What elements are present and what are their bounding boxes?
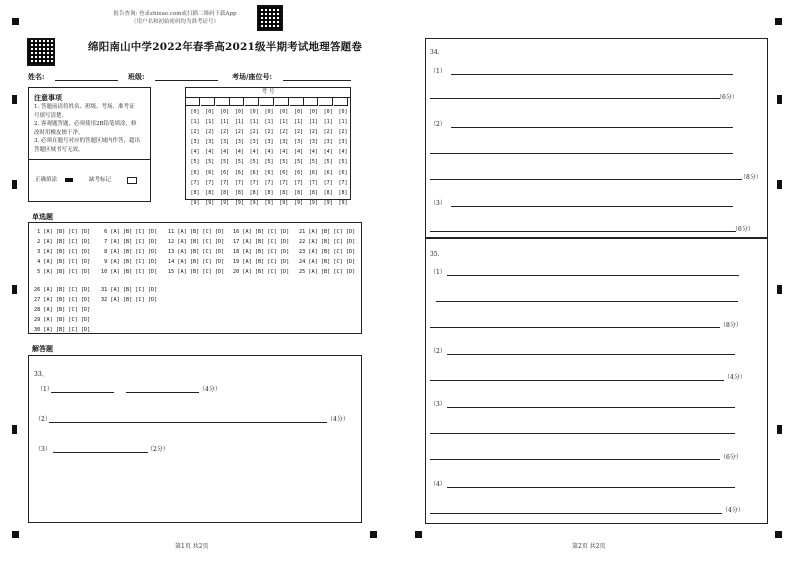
exam-digit-write-box[interactable] bbox=[334, 97, 348, 106]
exam-digit-bubble[interactable]: [8] bbox=[338, 189, 348, 196]
q33-part2-answer-line[interactable] bbox=[49, 422, 327, 423]
timing-mark bbox=[12, 95, 17, 104]
exam-digit-bubble[interactable]: [0] bbox=[294, 109, 304, 115]
timing-mark bbox=[12, 285, 17, 294]
exam-digit-bubble[interactable]: [6] bbox=[294, 169, 304, 176]
exam-digit-bubble[interactable]: [7] bbox=[234, 179, 244, 186]
exam-digit-bubble[interactable]: [8] bbox=[205, 189, 215, 196]
timing-mark bbox=[777, 95, 782, 104]
timing-mark bbox=[12, 425, 17, 434]
instructions-heading: 注意事项 bbox=[34, 93, 62, 102]
q35-part4-label: （4） bbox=[430, 481, 446, 488]
registration-mark bbox=[775, 18, 782, 25]
timing-mark bbox=[777, 425, 782, 434]
q33-part2-points: （4分） bbox=[327, 416, 349, 423]
exam-digit-bubble[interactable]: [3] bbox=[264, 139, 274, 146]
exam-digit-bubble[interactable]: [9] bbox=[338, 199, 348, 206]
exam-digit-bubble[interactable]: [5] bbox=[220, 159, 230, 166]
exam-digit-bubble[interactable]: [8] bbox=[279, 189, 289, 196]
qr-code-icon bbox=[27, 38, 55, 66]
q34-answer-line[interactable] bbox=[430, 179, 742, 180]
instruction-line: 1. 答题前请将姓名、班级、考场、准考证 bbox=[34, 104, 135, 110]
exam-digit-bubble[interactable]: [9] bbox=[294, 199, 304, 206]
q33-part2-label: （2） bbox=[35, 416, 51, 423]
exam-digit-bubble[interactable]: [2] bbox=[294, 129, 304, 136]
q33-part1-points: （4分） bbox=[199, 386, 221, 393]
exam-digit-bubble[interactable]: [0] bbox=[323, 109, 333, 115]
q34-part1-points: （6分） bbox=[716, 94, 738, 101]
exam-digit-bubble[interactable]: [7] bbox=[264, 179, 274, 186]
q33-box bbox=[28, 355, 362, 523]
exam-digit-bubble[interactable]: [3] bbox=[279, 139, 289, 146]
exam-digit-bubble[interactable]: [4] bbox=[205, 149, 215, 156]
exam-digit-bubble[interactable]: [1] bbox=[338, 119, 348, 126]
exam-number-heading: 考 号 bbox=[186, 88, 350, 98]
q33-part1-answer-line[interactable] bbox=[51, 392, 114, 393]
class-label: 班级: bbox=[128, 72, 145, 81]
instruction-line: 3. 必须在题号对应的答题区域内作答，超出 bbox=[34, 138, 140, 144]
seat-label: 考场/座位号: bbox=[232, 72, 273, 81]
exam-digit-bubble[interactable]: [5] bbox=[294, 159, 304, 166]
exam-digit-bubble[interactable]: [2] bbox=[234, 129, 244, 136]
exam-digit-bubble[interactable]: [0] bbox=[338, 109, 348, 115]
correct-fill-label: 正确填涂 bbox=[35, 177, 58, 183]
exam-digit-bubble[interactable]: [6] bbox=[249, 169, 259, 176]
exam-digit-bubble[interactable]: [7] bbox=[338, 179, 348, 186]
exam-digit-bubble[interactable]: [2] bbox=[323, 129, 333, 136]
exam-digit-bubble[interactable]: [1] bbox=[264, 119, 274, 126]
mc-column[interactable]: 1 [A] [B] [C] [D] 2 [A] [B] [C] [D] 3 [A] [B] [C] [D] 4 [A] [B] [C] [D] 5 [A] [B] [C] [D] bbox=[37, 229, 91, 275]
exam-digit-write-box[interactable] bbox=[216, 97, 230, 106]
exam-digit-bubble[interactable]: [8] bbox=[234, 189, 244, 196]
exam-digit-bubble[interactable]: [7] bbox=[294, 179, 304, 186]
q35-answer-line[interactable] bbox=[430, 433, 735, 434]
q35-part4-points: （4分） bbox=[722, 507, 744, 514]
exam-digit-bubble[interactable]: [7] bbox=[205, 179, 215, 186]
exam-digit-bubble[interactable]: [5] bbox=[323, 159, 333, 166]
exam-digit-bubble[interactable]: [8] bbox=[323, 189, 333, 196]
exam-digit-column bbox=[336, 107, 350, 208]
mc-column[interactable]: 31 [A] [B] [C] [D] 32 [A] [B] [C] [D] bbox=[101, 287, 158, 303]
registration-mark bbox=[12, 18, 19, 25]
instruction-line: 答题区域书写无效。 bbox=[34, 146, 84, 153]
exam-digit-write-box[interactable] bbox=[319, 97, 333, 106]
q35-answer-line[interactable] bbox=[430, 513, 722, 514]
exam-digit-bubble[interactable]: [1] bbox=[220, 119, 230, 126]
exam-digit-bubble[interactable]: [6] bbox=[323, 169, 333, 176]
q33-part3-points: （2分） bbox=[147, 446, 169, 453]
exam-digit-bubble[interactable]: [7] bbox=[323, 179, 333, 186]
correct-fill-sample bbox=[65, 178, 73, 182]
exam-digit-column bbox=[292, 107, 306, 208]
q34-answer-line[interactable] bbox=[451, 74, 733, 75]
exam-digit-bubble[interactable]: [7] bbox=[220, 179, 230, 186]
mc-column[interactable]: 16 [A] [B] [C] [D] 17 [A] [B] [C] [D] 18 [A] [B] [C] [D] 19 [A] [B] [C] [D] 20 [A] [B] [C] [D] bbox=[233, 229, 290, 275]
exam-digit-column bbox=[188, 107, 202, 208]
exam-digit-bubble[interactable]: [4] bbox=[323, 149, 333, 156]
exam-digit-bubble[interactable]: [6] bbox=[234, 169, 244, 176]
exam-digit-bubble[interactable]: [4] bbox=[279, 149, 289, 156]
q35-part3-label: （3） bbox=[430, 401, 446, 408]
exam-digit-bubble[interactable]: [9] bbox=[279, 199, 289, 206]
exam-digit-bubble[interactable]: [6] bbox=[190, 169, 200, 176]
name-field[interactable] bbox=[55, 80, 118, 81]
exam-digit-bubble[interactable]: [6] bbox=[279, 169, 289, 176]
exam-digit-bubble[interactable]: [4] bbox=[190, 149, 200, 156]
page-footer: 第1页 共2页 bbox=[175, 543, 209, 550]
exam-digit-bubble[interactable]: [3] bbox=[308, 139, 318, 146]
exam-digit-column bbox=[218, 107, 232, 208]
exam-digit-write-box[interactable] bbox=[230, 97, 244, 106]
exam-digit-bubble[interactable]: [0] bbox=[279, 109, 289, 115]
q34-part2-points: （8分） bbox=[740, 174, 762, 181]
exam-digit-bubble[interactable]: [9] bbox=[308, 199, 318, 206]
exam-digit-bubble[interactable]: [9] bbox=[205, 199, 215, 206]
q34-number: 34. bbox=[430, 49, 440, 56]
exam-digit-bubble[interactable]: [2] bbox=[338, 129, 348, 136]
registration-mark bbox=[370, 531, 377, 538]
exam-digit-write-box[interactable] bbox=[260, 97, 274, 106]
q34-answer-line[interactable] bbox=[430, 153, 733, 154]
q34-answer-line[interactable] bbox=[451, 206, 733, 207]
exam-digit-bubble[interactable]: [4] bbox=[308, 149, 318, 156]
exam-digit-bubble[interactable]: [2] bbox=[308, 129, 318, 136]
mc-box bbox=[28, 222, 362, 334]
exam-digit-bubble[interactable]: [4] bbox=[338, 149, 348, 156]
q35-part2-label: （2） bbox=[430, 348, 446, 355]
registration-mark bbox=[415, 531, 422, 538]
q34-answer-line[interactable] bbox=[430, 98, 720, 99]
exam-digit-bubble[interactable]: [0] bbox=[308, 109, 318, 115]
exam-digit-bubble[interactable]: [5] bbox=[264, 159, 274, 166]
exam-digit-column bbox=[277, 107, 291, 208]
exam-digit-bubble[interactable]: [6] bbox=[338, 169, 348, 176]
seat-field[interactable] bbox=[283, 80, 351, 81]
mc-column[interactable]: 6 [A] [B] [C] [D] 7 [A] [B] [C] [D] 8 [A] [B] [C] [D] 9 [A] [B] [C] [D] 10 [A] [B] [C] [D] bbox=[101, 229, 158, 275]
exam-digit-bubble[interactable]: [0] bbox=[190, 109, 200, 115]
exam-digit-bubble[interactable]: [6] bbox=[264, 169, 274, 176]
q33-part3-label: （3） bbox=[35, 446, 51, 453]
exam-digit-bubble[interactable]: [3] bbox=[234, 139, 244, 146]
exam-digit-bubble[interactable]: [2] bbox=[220, 129, 230, 136]
q35-answer-line[interactable] bbox=[447, 487, 735, 488]
exam-digit-bubble[interactable]: [1] bbox=[294, 119, 304, 126]
report-notice-line2: （用户名和初始密码均为准考证号） bbox=[130, 19, 219, 25]
q35-part1-points: （8分） bbox=[720, 322, 742, 329]
exam-digit-bubble[interactable]: [8] bbox=[294, 189, 304, 196]
exam-digit-bubble[interactable]: [2] bbox=[205, 129, 215, 136]
q35-answer-line[interactable] bbox=[436, 301, 738, 302]
mc-column[interactable]: 21 [A] [B] [C] [D] 22 [A] [B] [C] [D] 23 [A] [B] [C] [D] 24 [A] [B] [C] [D] 25 [A] [B] [C] [D] bbox=[299, 229, 356, 275]
name-label: 姓名: bbox=[28, 72, 45, 81]
exam-digit-bubble[interactable]: [0] bbox=[249, 109, 259, 115]
q35-box bbox=[425, 238, 768, 524]
exam-digit-bubble[interactable]: [0] bbox=[264, 109, 274, 115]
registration-mark bbox=[775, 531, 782, 538]
exam-digit-bubble[interactable]: [7] bbox=[279, 179, 289, 186]
exam-digit-bubble[interactable]: [2] bbox=[279, 129, 289, 136]
q34-part3-points: （6分） bbox=[732, 226, 754, 233]
page-title: 绵阳南山中学2022年春季高2021级半期考试地理答题卷 bbox=[88, 41, 363, 53]
exam-digit-bubble[interactable]: [1] bbox=[190, 119, 200, 126]
exam-digit-bubble[interactable]: [1] bbox=[308, 119, 318, 126]
report-notice-line1: 报告查询: 登录zhixue.com或扫描二维码下载App bbox=[113, 11, 237, 17]
instructions-box bbox=[28, 87, 151, 202]
exam-digit-bubble[interactable]: [9] bbox=[220, 199, 230, 206]
q35-answer-line[interactable] bbox=[430, 380, 724, 381]
exam-digit-write-box[interactable] bbox=[245, 97, 259, 106]
q34-part2-label: （2） bbox=[430, 121, 446, 128]
mc-column[interactable]: 26 [A] [B] [C] [D] 27 [A] [B] [C] [D] 28 [A] [B] [C] [D] 29 [A] [B] [C] [D] 30 [A] [B] [C] [D] bbox=[34, 287, 91, 333]
report-notice bbox=[100, 10, 250, 26]
q35-answer-line[interactable] bbox=[430, 459, 720, 460]
exam-digit-bubble[interactable]: [1] bbox=[279, 119, 289, 126]
q35-answer-line[interactable] bbox=[447, 407, 735, 408]
exam-digit-bubble[interactable]: [1] bbox=[234, 119, 244, 126]
exam-digit-bubble[interactable]: [4] bbox=[234, 149, 244, 156]
exam-digit-column bbox=[232, 107, 246, 208]
exam-digit-bubble[interactable]: [5] bbox=[279, 159, 289, 166]
exam-digit-bubble[interactable]: [3] bbox=[294, 139, 304, 146]
exam-digit-bubble[interactable]: [1] bbox=[205, 119, 215, 126]
instruction-line: 2. 客观题答题，必须使用2B铅笔填涂，修 bbox=[34, 121, 137, 127]
q34-part3-label: （3） bbox=[430, 200, 446, 207]
exam-digit-bubble[interactable]: [5] bbox=[338, 159, 348, 166]
exam-digit-bubble[interactable]: [3] bbox=[190, 139, 200, 146]
missing-mark-label: 缺考标记 bbox=[89, 177, 112, 183]
timing-mark bbox=[777, 285, 782, 294]
exam-digit-bubble[interactable]: [5] bbox=[308, 159, 318, 166]
exam-digit-bubble[interactable]: [3] bbox=[205, 139, 215, 146]
exam-digit-bubble[interactable]: [1] bbox=[249, 119, 259, 126]
exam-digit-bubble[interactable]: [0] bbox=[234, 109, 244, 115]
exam-digit-column bbox=[306, 107, 320, 208]
exam-digit-bubble[interactable]: [9] bbox=[190, 199, 200, 206]
q34-part1-label: （1） bbox=[430, 68, 446, 75]
q34-answer-line[interactable] bbox=[451, 127, 733, 128]
exam-digit-bubble[interactable]: [6] bbox=[220, 169, 230, 176]
exam-digit-bubble[interactable]: [9] bbox=[249, 199, 259, 206]
q35-part1-label: （1） bbox=[430, 269, 446, 276]
instructions-text bbox=[34, 103, 146, 154]
exam-digit-bubble[interactable]: [5] bbox=[249, 159, 259, 166]
page-footer: 第2页 共2页 bbox=[572, 543, 606, 550]
exam-digit-bubble[interactable]: [8] bbox=[249, 189, 259, 196]
exam-digit-bubble[interactable]: [7] bbox=[249, 179, 259, 186]
q33-part1-label: （1） bbox=[37, 386, 53, 393]
q33-part3-answer-line[interactable] bbox=[53, 452, 148, 453]
exam-digit-bubble[interactable]: [4] bbox=[220, 149, 230, 156]
exam-digit-bubble[interactable]: [1] bbox=[323, 119, 333, 126]
exam-digit-bubble[interactable]: [0] bbox=[205, 109, 215, 115]
exam-digit-bubble[interactable]: [5] bbox=[205, 159, 215, 166]
exam-digit-bubble[interactable]: [6] bbox=[205, 169, 215, 176]
exam-digit-write-box[interactable] bbox=[275, 97, 289, 106]
exam-digit-write-box[interactable] bbox=[201, 97, 215, 106]
qr-code-icon bbox=[257, 5, 283, 31]
timing-mark bbox=[777, 180, 782, 189]
exam-digit-bubble[interactable]: [4] bbox=[249, 149, 259, 156]
exam-digit-write-box[interactable] bbox=[186, 97, 200, 106]
exam-digit-bubble[interactable]: [8] bbox=[264, 189, 274, 196]
exam-digit-bubble[interactable]: [9] bbox=[323, 199, 333, 206]
q34-box bbox=[425, 38, 768, 238]
exam-digit-bubble[interactable]: [5] bbox=[190, 159, 200, 166]
instruction-line: 改时用橡皮擦干净。 bbox=[34, 129, 84, 136]
q35-answer-line[interactable] bbox=[430, 327, 720, 328]
instruction-line: 号填写清楚。 bbox=[34, 112, 68, 119]
exam-digit-bubble[interactable]: [9] bbox=[264, 199, 274, 206]
exam-digit-bubble[interactable]: [8] bbox=[190, 189, 200, 196]
exam-number-grid bbox=[185, 87, 351, 206]
exam-digit-bubble[interactable]: [6] bbox=[308, 169, 318, 176]
fr-heading: 解答题 bbox=[32, 344, 53, 353]
mc-heading: 单选题 bbox=[32, 212, 53, 221]
exam-digit-bubble[interactable]: [7] bbox=[190, 179, 200, 186]
q34-answer-line[interactable] bbox=[430, 231, 736, 232]
q35-answer-line[interactable] bbox=[447, 354, 735, 355]
q35-part2-points: （4分） bbox=[724, 374, 746, 381]
registration-mark bbox=[12, 531, 19, 538]
exam-digit-column bbox=[262, 107, 276, 208]
q33-number: 33、 bbox=[34, 371, 48, 378]
exam-digit-bubble[interactable]: [4] bbox=[294, 149, 304, 156]
exam-digit-bubble[interactable]: [3] bbox=[249, 139, 259, 146]
exam-digit-column bbox=[321, 107, 335, 208]
exam-digit-bubble[interactable]: [2] bbox=[264, 129, 274, 136]
q35-number: 35. bbox=[430, 251, 440, 258]
exam-digit-column bbox=[247, 107, 261, 208]
class-field[interactable] bbox=[155, 80, 218, 81]
exam-digit-bubble[interactable]: [3] bbox=[323, 139, 333, 146]
exam-digit-bubble[interactable]: [3] bbox=[220, 139, 230, 146]
exam-digit-bubble[interactable]: [3] bbox=[338, 139, 348, 146]
exam-digit-write-box[interactable] bbox=[304, 97, 318, 106]
q35-part3-points: （6分） bbox=[720, 454, 742, 461]
missing-mark-checkbox[interactable] bbox=[127, 177, 137, 184]
q35-answer-line[interactable] bbox=[447, 275, 739, 276]
exam-digit-bubble[interactable]: [5] bbox=[234, 159, 244, 166]
timing-mark bbox=[12, 180, 17, 189]
exam-digit-bubble[interactable]: [2] bbox=[190, 129, 200, 136]
exam-digit-bubble[interactable]: [4] bbox=[264, 149, 274, 156]
mc-column[interactable]: 11 [A] [B] [C] [D] 12 [A] [B] [C] [D] 13 [A] [B] [C] [D] 14 [A] [B] [C] [D] 15 [A] [B] [C] [D] bbox=[168, 229, 225, 275]
exam-digit-write-box[interactable] bbox=[290, 97, 304, 106]
exam-digit-bubble[interactable]: [9] bbox=[234, 199, 244, 206]
exam-digit-bubble[interactable]: [8] bbox=[220, 189, 230, 196]
exam-digit-bubble[interactable]: [7] bbox=[308, 179, 318, 186]
exam-digit-bubble[interactable]: [2] bbox=[249, 129, 259, 136]
exam-digit-bubble[interactable]: [0] bbox=[220, 109, 230, 115]
exam-digit-column bbox=[203, 107, 217, 208]
q33-part1-answer-line[interactable] bbox=[126, 392, 199, 393]
exam-digit-bubble[interactable]: [8] bbox=[308, 189, 318, 196]
instructions-divider bbox=[29, 159, 150, 160]
